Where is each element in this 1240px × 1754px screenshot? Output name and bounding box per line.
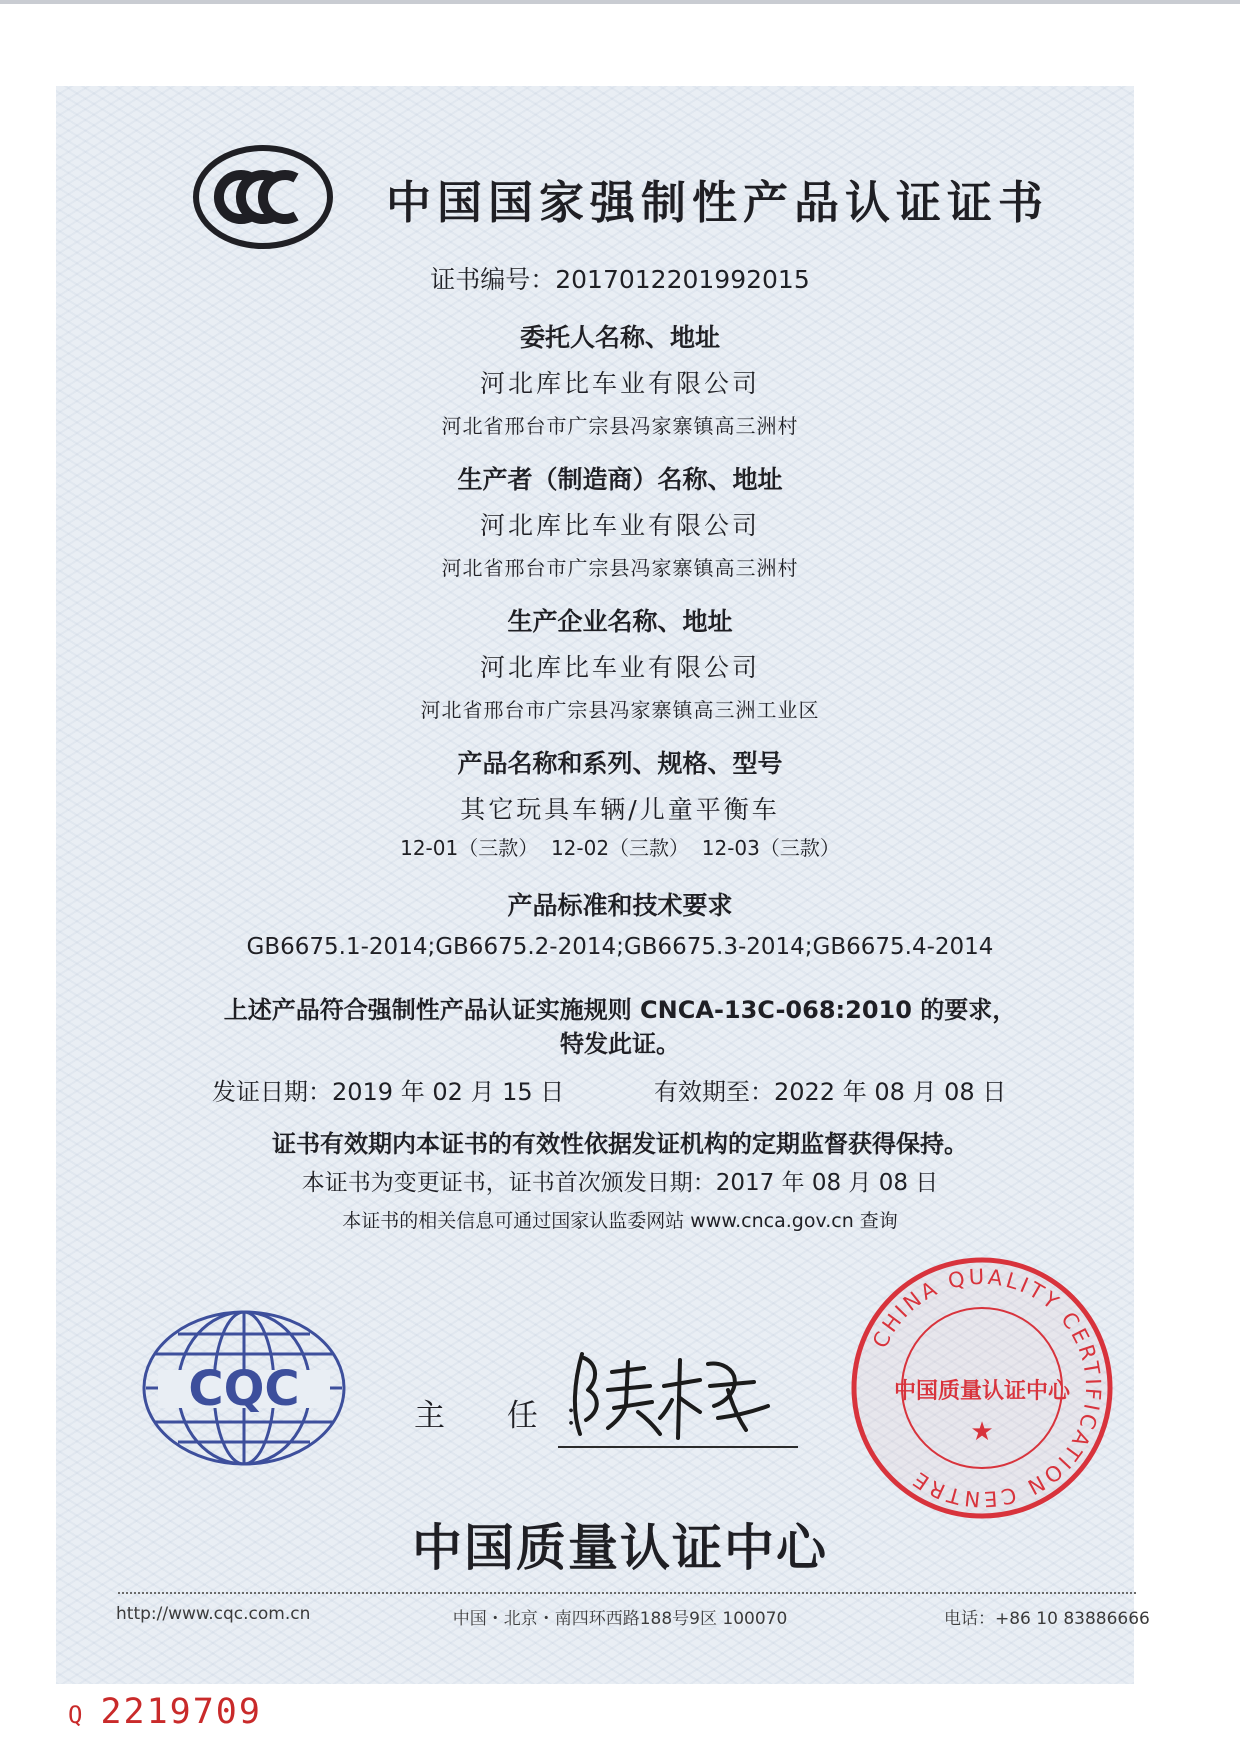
seal-stamp-icon: [848, 1254, 1116, 1522]
client-heading: 委托人名称、地址: [519, 323, 720, 352]
issue-date: 发证日期：2019 年 02 月 15 日: [212, 1078, 565, 1106]
seal-star: ★: [970, 1417, 994, 1447]
product-heading: 产品名称和系列、规格、型号: [457, 749, 783, 778]
serial-number: [68, 1692, 262, 1732]
director-label: 主 任：: [414, 1398, 621, 1434]
certificate-title: 中国国家强制性产品认证证书: [386, 176, 1050, 229]
issuer-name: 中国质量认证中心: [412, 1519, 828, 1577]
factory-name: 河北库比车业有限公司: [479, 653, 760, 682]
client-name: 河北库比车业有限公司: [479, 369, 760, 398]
factory-heading: 生产企业名称、地址: [507, 607, 733, 636]
footer-phone: 电话：+86 10 83886666: [944, 1609, 1150, 1629]
cqc-globe-logo-icon: [138, 1306, 350, 1470]
standards-list: GB6675.1-2014;GB6675.2-2014;GB6675.3-2014;GB6675.4-2014: [246, 934, 994, 960]
conformity-statement-2: 特发此证。: [560, 1030, 680, 1058]
change-note: 本证书为变更证书，证书首次颁发日期：2017 年 08 月 08 日: [301, 1170, 939, 1196]
client-address: 河北省邢台市广宗县冯家寨镇高三洲村: [441, 414, 799, 438]
factory-address: 河北省邢台市广宗县冯家寨镇高三洲工业区: [420, 698, 820, 722]
product-name: 其它玩具车辆/儿童平衡车: [460, 795, 780, 824]
conformity-statement: 上述产品符合强制性产品认证实施规则 CNCA-13C-068:2010 的要求，: [223, 996, 1017, 1024]
serial-prefix: Q: [68, 1701, 83, 1729]
seal-inner-text: 中国质量认证中心: [893, 1379, 1071, 1404]
signature-icon: [568, 1342, 778, 1442]
product-models: 12-01（三款） 12-02（三款） 12-03（三款）: [400, 836, 840, 860]
manufacturer-address: 河北省邢台市广宗县冯家寨镇高三洲村: [441, 556, 799, 580]
validity-note: 证书有效期内本证书的有效性依据发证机构的定期监督获得保持。: [272, 1130, 968, 1158]
scan-edge: [0, 0, 1240, 4]
valid-until: 有效期至：2022 年 08 月 08 日: [654, 1078, 1007, 1106]
footer-divider: [118, 1592, 1136, 1594]
standards-heading: 产品标准和技术要求: [507, 891, 733, 920]
signature-line: [558, 1446, 798, 1448]
ccc-logo-icon: [190, 142, 336, 252]
footer-website[interactable]: http://www.cqc.com.cn: [116, 1604, 311, 1624]
manufacturer-name: 河北库比车业有限公司: [479, 511, 760, 540]
certificate-number: 证书编号：2017012201992015: [430, 265, 810, 294]
cqc-mark-text: CQC: [188, 1361, 300, 1417]
manufacturer-heading: 生产者（制造商）名称、地址: [457, 465, 783, 494]
seal-outer-text: CHINA QUALITY CERTIFICATION CENTRE: [867, 1264, 1106, 1512]
footer-address: 中国・北京・南四环西路188号9区 100070: [452, 1609, 788, 1629]
query-note: 本证书的相关信息可通过国家认监委网站 www.cnca.gov.cn 查询: [342, 1210, 898, 1232]
serial-digits: 2219709: [100, 1692, 262, 1732]
